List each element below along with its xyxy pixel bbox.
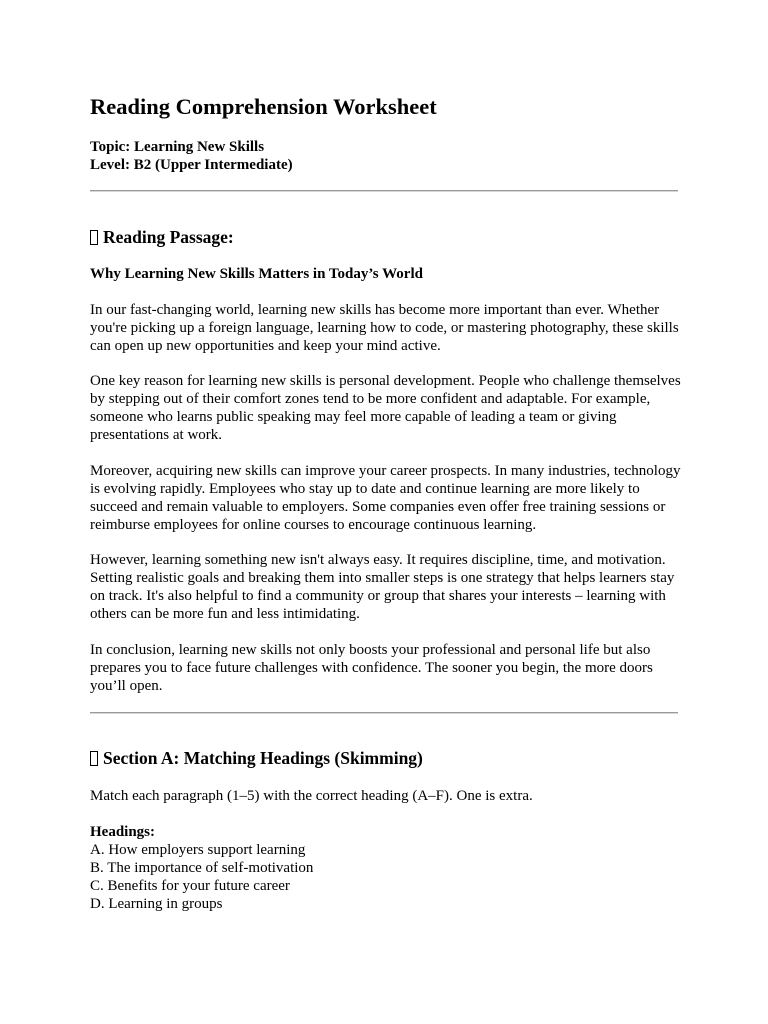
missing-glyph-icon bbox=[90, 751, 98, 766]
worksheet-title: Reading Comprehension Worksheet bbox=[90, 94, 437, 119]
heading-option-d: D. Learning in groups bbox=[90, 896, 223, 912]
heading-option-c: C. Benefits for your future career bbox=[90, 878, 290, 894]
headings-label: Headings: bbox=[90, 824, 156, 840]
worksheet-meta bbox=[90, 138, 293, 174]
heading-option-b: B. The importance of self-motivation bbox=[90, 860, 314, 876]
headings-list bbox=[90, 823, 313, 913]
missing-glyph-icon bbox=[90, 230, 98, 245]
topic-line: Topic: Learning New Skills bbox=[90, 139, 265, 155]
divider bbox=[90, 712, 678, 714]
reading-passage-heading bbox=[90, 226, 234, 248]
passage-paragraph-4: However, learning something new isn't always easy. It requires discipline, time, and motivation. Setting realistic goals and breaking them into smaller steps is one strategy that helps learners stay on track. It's also helpful to find a community or group that shares your interests – learning with others can be more fun and less intimidating. bbox=[90, 552, 675, 622]
passage-paragraph-1: In our fast-changing world, learning new skills has become more important than ever. Whether you're picking up a foreign language, learning how to code, or mastering photography, these skills can open up new opportunities and keep your mind active. bbox=[90, 302, 679, 354]
section-a-heading bbox=[90, 747, 423, 769]
section-a-heading-label: Section A: Matching Headings (Skimming) bbox=[103, 748, 423, 768]
passage-title: Why Learning New Skills Matters in Today’s World bbox=[90, 266, 423, 282]
divider bbox=[90, 190, 678, 192]
level-line: Level: B2 (Upper Intermediate) bbox=[90, 157, 293, 173]
passage-paragraph-3: Moreover, acquiring new skills can improve your career prospects. In many industries, technology is evolving rapidly. Employees who stay up to date and continue learning are more likely to succeed and remain valuable to employers. Some companies even offer free training sessions or reimburse employees for online courses to encourage continuous learning. bbox=[90, 463, 681, 533]
passage-paragraph-5: In conclusion, learning new skills not only boosts your professional and personal life but also prepares you to face future challenges with confidence. The sooner you begin, the more doors you’ll open. bbox=[90, 642, 653, 694]
section-a-instruction: Match each paragraph (1–5) with the correct heading (A–F). One is extra. bbox=[90, 788, 533, 804]
heading-option-a: A. How employers support learning bbox=[90, 842, 306, 858]
reading-passage-heading-label: Reading Passage: bbox=[103, 227, 234, 247]
passage-paragraph-2: One key reason for learning new skills is personal development. People who challenge themselves by stepping out of their comfort zones tend to be more confident and adaptable. For example, someone who learns public speaking may feel more capable of leading a team or giving presentations at work. bbox=[90, 373, 681, 443]
